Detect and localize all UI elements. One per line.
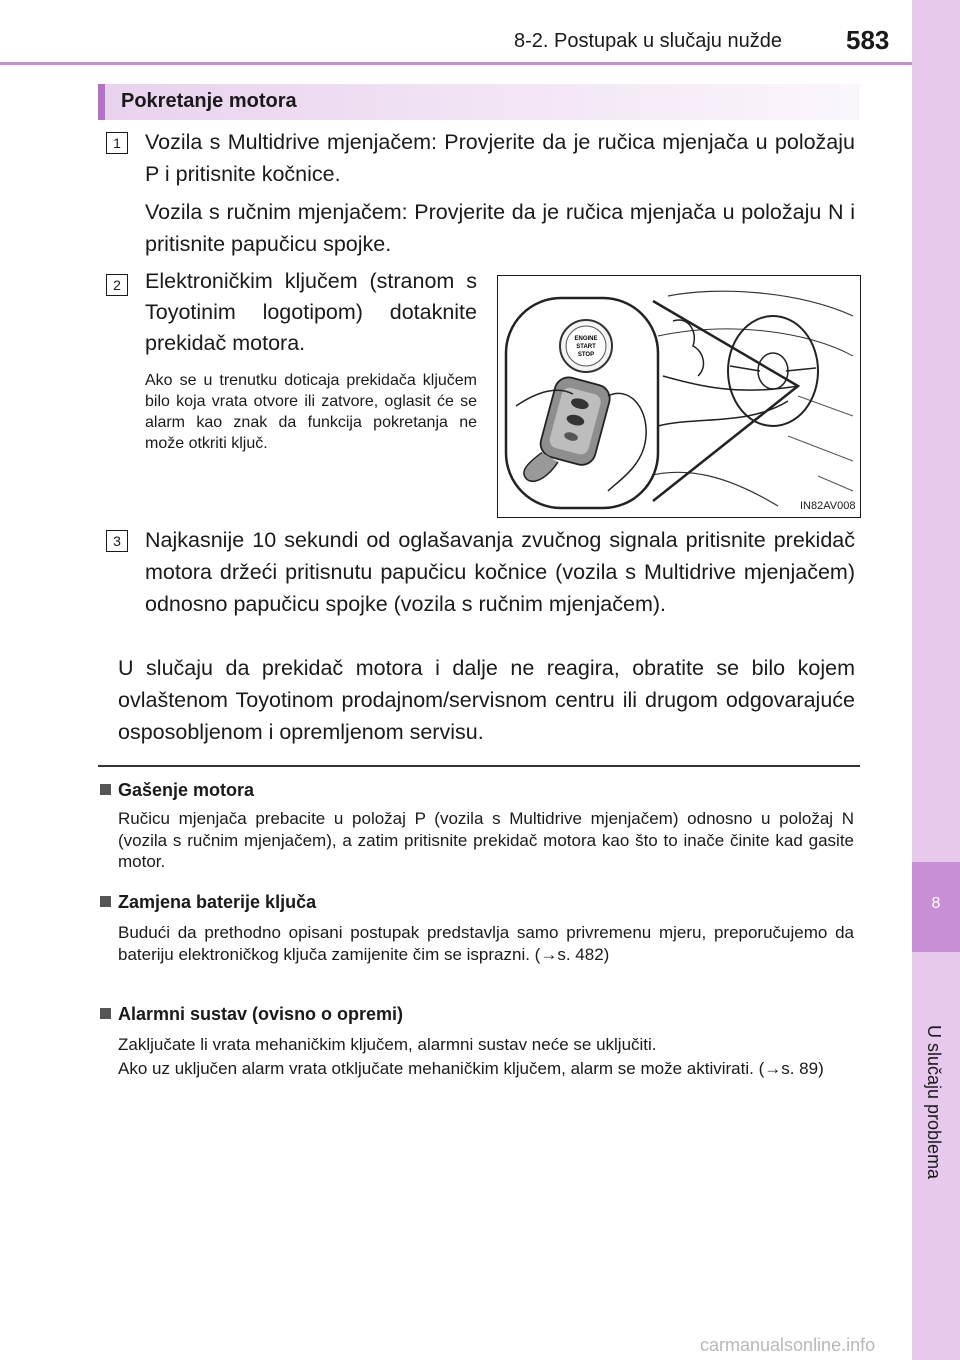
step-3-text: Najkasnije 10 sekundi od oglašavanja zvučnog signala pritisnite prekidač motora držeći pritisnutu papučicu kočnice (vozila s Multidrive mjenjačem) odnosno papučicu spojke (vozila s ručnim mjenjačem). — [145, 528, 855, 616]
square-bullet-icon — [100, 1008, 111, 1019]
button-label-stop: STOP — [577, 352, 595, 358]
button-label-start: START — [576, 344, 596, 350]
watermark: carmanualsonline.info — [700, 1335, 876, 1355]
note-3-body-line-1: Zaključate li vrata mehaničkim ključem, alarmni sustav neće se uključiti. — [118, 1035, 657, 1054]
illustration-drawing — [498, 276, 859, 516]
note-1-body: Ručicu mjenjača prebacite u položaj P (vozila s Multidrive mjenjačem) odnosno u položaj N (vozila s ručnim mjenjačem), a zatim pritisnite prekidač motora kao što to inače činite kad gasite motor. — [118, 809, 854, 871]
figure-code: IN82AV008 — [800, 500, 856, 512]
notes-divider — [98, 765, 860, 767]
step-2-text: Elektroničkim ključem (stranom s Toyotinim logotipom) dotaknite prekidač motora. — [145, 269, 477, 355]
note-3-title: Alarmni sustav (ovisno o opremi) — [118, 1004, 404, 1024]
step-1-paragraph-2: Vozila s ručnim mjenjačem: Provjerite da je ručica mjenjača u položaju N i pritisnite papučicu spojke. — [145, 200, 855, 256]
header-section-title: 8-2. Postupak u slučaju nužde — [514, 30, 782, 52]
page-number: 583 — [846, 25, 890, 55]
chapter-title: U slučaju problema — [924, 1025, 944, 1180]
square-bullet-icon — [100, 784, 111, 795]
note-1-heading — [100, 780, 254, 801]
step-1-marker: 1 — [106, 132, 128, 154]
closing-paragraph: U slučaju da prekidač motora i dalje ne reagira, obratite se bilo kojem ovlaštenom Toyotinom prodajnom/servisnom centru ili drugom odgovarajuće osposobljenom i opremljenom servisu. — [118, 656, 855, 744]
section-title: Pokretanje motora — [121, 90, 297, 112]
note-2-body: Budući da prethodno opisani postupak predstavlja samo privremenu mjeru, preporučujemo da bateriju elektroničkog ključa zamijenite čim se isprazni. (→s. 482) — [118, 923, 854, 964]
engine-start-illustration — [497, 275, 861, 518]
step-1-paragraph-1: Vozila s Multidrive mjenjačem: Provjerite da je ručica mjenjača u položaju P i pritisnite kočnice. — [145, 130, 855, 186]
note-3-body-line-2: Ako uz uključen alarm vrata otključate mehaničkim ključem, alarm se može aktivirati. (→s. 89) — [118, 1059, 824, 1078]
step-2-note: Ako se u trenutku doticaja prekidača ključem bilo koja vrata otvore ili zatvore, oglasit će se alarm kao znak da funkcija pokretanja ne može otkriti ključ. — [145, 372, 477, 452]
step-3-marker: 3 — [106, 530, 128, 552]
chapter-number: 8 — [931, 895, 941, 912]
button-label-engine: ENGINE — [574, 336, 598, 342]
note-2-title: Zamjena baterije ključa — [118, 892, 317, 912]
step-2-marker: 2 — [106, 274, 128, 296]
note-1-title: Gašenje motora — [118, 780, 255, 800]
section-title-bar — [98, 84, 860, 120]
note-3-heading — [100, 1004, 403, 1025]
header-divider — [0, 62, 912, 65]
note-2-heading — [100, 892, 316, 913]
square-bullet-icon — [100, 896, 111, 907]
